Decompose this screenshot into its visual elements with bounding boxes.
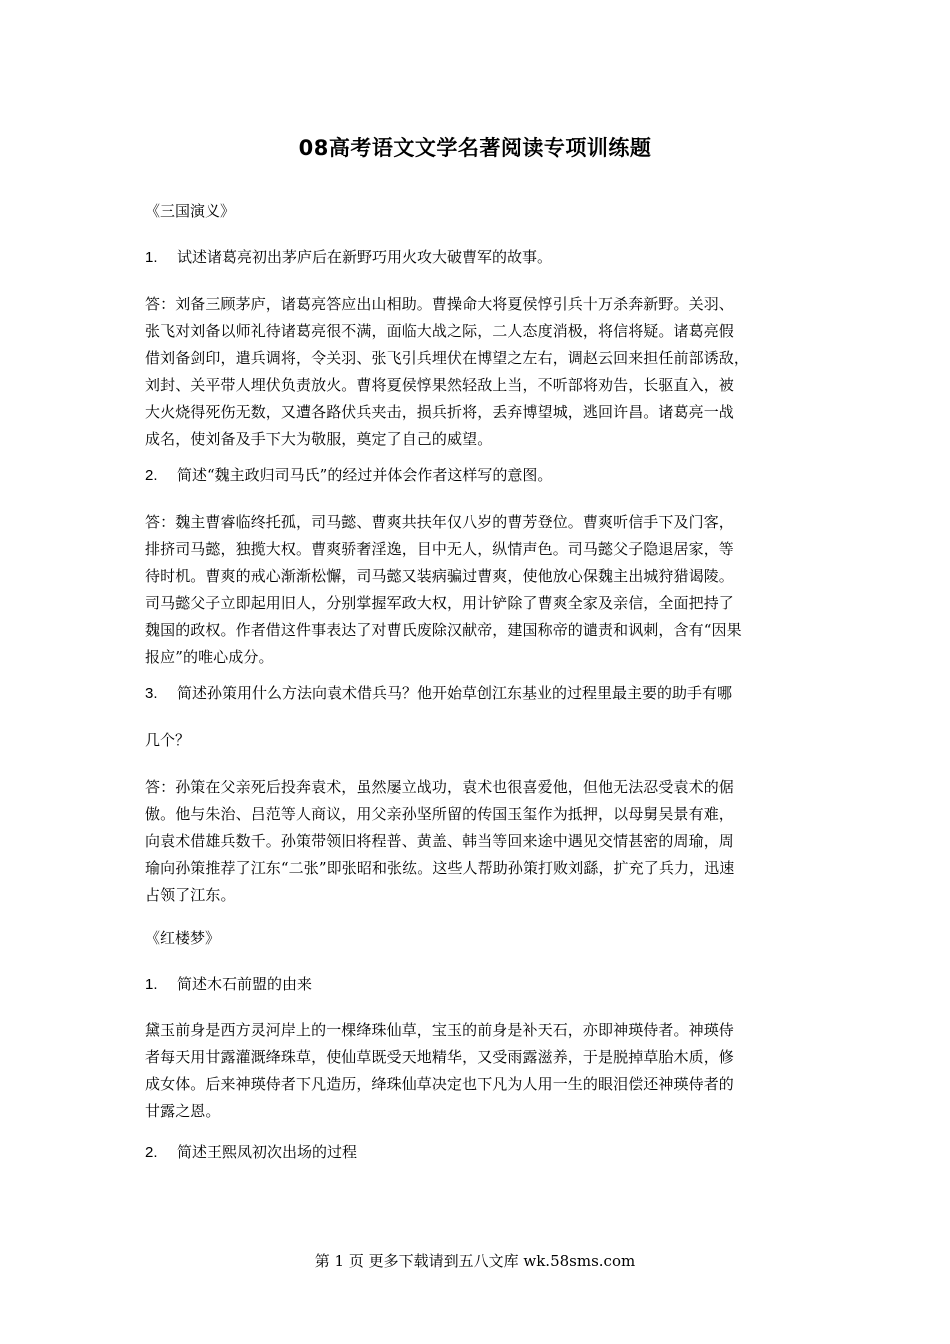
question-text: 试述诸葛亮初出茅庐后在新野巧用火攻大破曹军的故事。	[177, 248, 553, 266]
answer-line: 成女体。后来神瑛侍者下凡造历，绛珠仙草决定也下凡为人用一生的眼泪偿还神瑛侍者的	[145, 1075, 734, 1093]
section-heading-hongloumeng: 《红楼梦》	[145, 929, 221, 947]
answer-line: 待时机。曹爽的戒心渐渐松懈，司马懿又装病骗过曹爽，使他放心保魏主出城狩猎谒陵。	[145, 567, 734, 585]
answer-line: 大火烧得死伤无数，又遭各路伏兵夹击，损兵折将，丢弃博望城，逃回许昌。诸葛亮一战	[145, 403, 734, 421]
question-number: 3.	[145, 685, 158, 702]
answer-line: 借刘备剑印，遣兵调将，令关羽、张飞引兵埋伏在博望之左右，调赵云回来担任前部诱敌，	[145, 349, 750, 367]
answer-line: 刘封、关平带人埋伏负责放火。曹将夏侯惇果然轻敌上当，不听部将劝告，长驱直入，被	[145, 376, 734, 394]
section-heading-sanguo: 《三国演义》	[145, 202, 236, 220]
question-text: 简述木石前盟的由来	[177, 975, 313, 993]
question-number: 1.	[145, 249, 158, 266]
answer-line: 向袁术借雄兵数千。孙策带领旧将程普、黄盖、韩当等回来途中遇见交情甚密的周瑜，周	[145, 832, 734, 850]
answer-line: 张飞对刘备以师礼待诸葛亮很不满，面临大战之际，二人态度消极，将信将疑。诸葛亮假	[145, 322, 734, 340]
question-3-sanguo	[145, 680, 807, 707]
answer-3-sanguo	[145, 774, 807, 909]
question-number: 2.	[145, 1144, 158, 1161]
answer-line: 者每天用甘露灌溉绛珠草，使仙草既受天地精华，又受雨露滋养，于是脱掉草胎木质，修	[145, 1048, 734, 1066]
answer-line: 占领了江东。	[145, 886, 236, 904]
answer-line: 傲。他与朱治、吕范等人商议，用父亲孙坚所留的传国玉玺作为抵押，以母舅吴景有难，	[145, 805, 734, 823]
question-number: 1.	[145, 976, 158, 993]
answer-line: 司马懿父子立即起用旧人，分别掌握军政大权，用计铲除了曹爽全家及亲信，全面把持了	[145, 594, 734, 612]
answer-line: 魏国的政权。作者借这件事表达了对曹氏废除汉献帝，建国称帝的谴责和讽刺，含有“因果	[145, 621, 742, 639]
answer-1-hongloumeng	[145, 1017, 807, 1125]
document-title: 08高考语文文学名著阅读专项训练题	[298, 136, 652, 160]
question-number: 2.	[145, 467, 158, 484]
page-footer: 第 1 页 更多下载请到五八文库 wk.58sms.com	[314, 1252, 636, 1270]
question-1-sanguo	[145, 244, 807, 271]
answer-line: 瑜向孙策推荐了江东“二张”即张昭和张纮。这些人帮助孙策打败刘繇，扩充了兵力，迅速	[145, 859, 735, 877]
answer-1-sanguo	[145, 291, 807, 453]
answer-line: 甘露之恩。	[145, 1102, 221, 1120]
question-text: 简述王熙凤初次出场的过程	[177, 1143, 358, 1161]
answer-line: 答：魏主曹睿临终托孤，司马懿、曹爽共扶年仅八岁的曹芳登位。曹爽听信手下及门客，	[145, 513, 734, 531]
question-2-sanguo	[145, 462, 807, 489]
question-text: 简述“魏主政归司马氏”的经过并体会作者这样写的意图。	[177, 466, 553, 484]
answer-line: 成名，使刘备及手下大为敬服，奠定了自己的威望。	[145, 430, 493, 448]
question-3-continuation: 几个？	[145, 731, 191, 749]
answer-2-sanguo	[145, 509, 807, 671]
answer-line: 排挤司马懿，独揽大权。曹爽骄奢淫逸，目中无人，纵情声色。司马懿父子隐退居家，等	[145, 540, 734, 558]
answer-line: 答：孙策在父亲死后投奔袁术，虽然屡立战功，袁术也很喜爱他，但他无法忍受袁术的倨	[145, 778, 734, 796]
question-1-hongloumeng	[145, 971, 807, 998]
question-2-hongloumeng	[145, 1139, 807, 1166]
answer-line: 答：刘备三顾茅庐，诸葛亮答应出山相助。曹操命大将夏侯惇引兵十万杀奔新野。关羽、	[145, 295, 734, 313]
question-text: 简述孙策用什么方法向袁术借兵马？他开始草创江东基业的过程里最主要的助手有哪	[177, 684, 733, 702]
answer-line: 报应”的唯心成分。	[145, 648, 274, 666]
answer-line: 黛玉前身是西方灵河岸上的一棵绛珠仙草，宝玉的前身是补天石，亦即神瑛侍者。神瑛侍	[145, 1021, 734, 1039]
